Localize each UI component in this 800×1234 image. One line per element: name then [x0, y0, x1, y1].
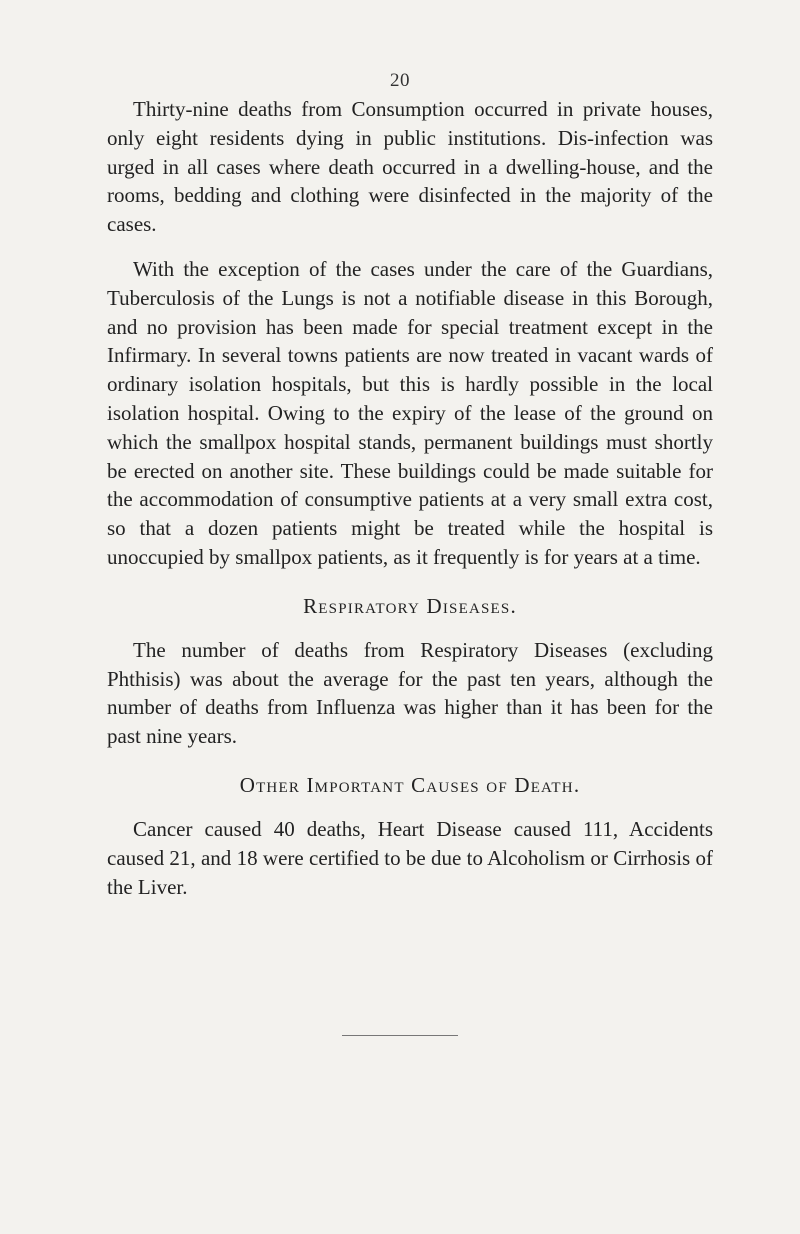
- paragraph-respiratory-diseases: The number of deaths from Respiratory Diseases (excluding Phthisis) was about the average for the past ten years, although the number of deaths from Influenza was higher than it has been for the past nine years.: [107, 637, 713, 749]
- paragraph-other-causes: Cancer caused 40 deaths, Heart Disease caused 111, Accidents caused 21, and 18 were certified to be due to Alcoholism or Cirrhosis of the Liver.: [107, 816, 713, 899]
- page-body: [107, 95, 713, 901]
- heading-other-causes: Other Important Causes of Death.: [239, 772, 581, 797]
- heading-respiratory-diseases: Respiratory Diseases.: [303, 593, 517, 618]
- closing-rule: [342, 1035, 458, 1036]
- page-number: 20: [390, 70, 410, 91]
- paragraph-tuberculosis-provision: With the exception of the cases under the care of the Guardians, Tuberculosis of the Lungs is not a notifiable disease in this Borough, and no provision has been made for special treatment except in the Infirmary. In several towns patients are now treated in vacant wards of ordinary isolation hospitals, but this is hardly possible in the local isolation hospital. Owing to the expiry of the lease of the ground on which the smallpox hospital stands, permanent buildings must shortly be erected on another site. These buildings could be made suitable for the accommodation of consumptive patients at a very small extra cost, so that a dozen patients might be treated while the hospital is unoccupied by smallpox patients, as it frequently is for years at a time.: [107, 256, 713, 569]
- paragraph-consumption-deaths: Thirty-nine deaths from Consumption occurred in private houses, only eight residents dying in public institutions. Dis-infection was urged in all cases where death occurred in a dwelling-house, and the rooms, bedding and clothing were disinfected in the majority of the cases.: [107, 97, 713, 237]
